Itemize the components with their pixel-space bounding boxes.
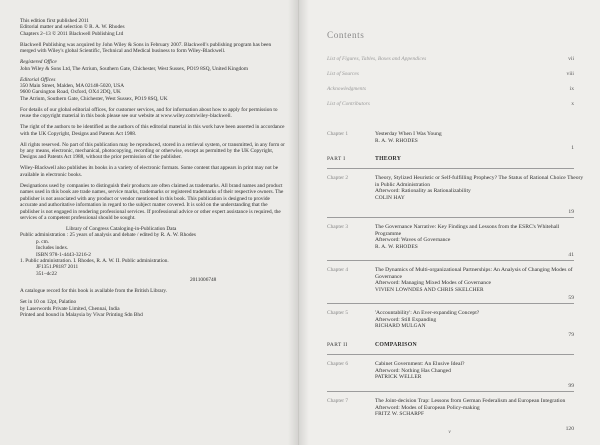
details-paragraph: For details of our global editorial offices, for customer services, and for information about how to apply for permission to reuse the copyright material in this book please see our website at www.wiley.com/wiley-blackwell. [20, 106, 278, 120]
edition-line: Editorial matter and selection © R. A. W. Rhodes [20, 24, 125, 31]
chapter-page: 120 [565, 426, 574, 432]
front-matter-label: List of Sources [327, 71, 359, 77]
chapter-author: VIVIEN LOWNDES AND CHRIS SKELCHER [375, 286, 484, 293]
chapter-entry[interactable] [327, 310, 586, 338]
chapter-afterword: Afterword: Modes of European Policy-making [375, 404, 480, 411]
part-label: PART II [327, 342, 348, 348]
editorial-office: 350 Main Street, Malden, MA 02148-5020, USA [20, 83, 125, 90]
editorial-office: The Atrium, Southern Gate, Chichester, West Sussex, PO19 8SQ, UK [20, 95, 168, 102]
registered-office: John Wiley & Sons Ltd, The Atrium, Southern Gate, Chichester, West Sussex, PO19 8SQ, United Kingdom [20, 65, 248, 72]
front-matter-page: ix [569, 86, 574, 92]
chapter-afterword: Afterword: Rationality as Rationalizability [375, 188, 471, 195]
part-rule [327, 354, 574, 355]
chapter-label: Chapter 3 [327, 224, 349, 230]
trademarks-paragraph: Designations used by companies to distinguish their products are often claimed as trademarks. All brand names and product names used in this book are trade names, service marks, trademarks or registered trademarks of their respective owners. The publisher is not associated with any product or vendor mentioned in this book. This publication is designed to provide accurate and authoritative information in regard to the subject matter covered. It is sold on the understanding that the publisher is not engaged in rendering professional services. If professional advice or other expert assistance is required, the services of a competent professional should be sought. [20, 182, 284, 221]
cip-line: 2011006748 [190, 277, 217, 284]
chapter-rule [327, 260, 574, 261]
chapter-author: RICHARD MULGAN [375, 323, 426, 330]
front-matter-label: List of Contributors [327, 101, 370, 107]
front-matter-page: vii [568, 56, 574, 62]
chapter-entry[interactable] [327, 267, 586, 301]
rights-paragraph: The right of the authors to be identified as the authors of this editorial material in this work have been asserted in accordance with the UK Copyright, Designs and Patents Act 1988. [20, 124, 285, 137]
chapter-page: 19 [568, 209, 574, 215]
chapter-rule [327, 303, 574, 304]
chapter-entry[interactable] [327, 131, 586, 151]
cip-line: ISBN 978-1-4443-3216-2 [36, 251, 91, 258]
cip-line: 351–dc22 [36, 270, 57, 277]
copyright-page [0, 0, 298, 445]
typeset-line: Set in 10 on 12pt, Palatino [20, 299, 77, 306]
chapter-entry[interactable] [327, 398, 586, 432]
chapter-page: 59 [568, 295, 574, 301]
chapter-text [375, 175, 586, 201]
history-paragraph: Blackwell Publishing was acquired by John Wiley & Sons in February 2007. Blackwell's publishing program has been merged with Wiley's global Scientific, Technical and Medical business to form Wiley-Blackwell. [20, 41, 272, 55]
typeset-line: Printed and bound in Malaysia by Vivar Printing Sdn Bhd [20, 311, 143, 318]
chapter-label: Chapter 5 [327, 310, 349, 316]
catalogue-line: A catalogue record for this book is available from the British Library. [20, 288, 168, 295]
front-matter-entry[interactable] [327, 101, 586, 131]
front-matter-label: Acknowledgments [327, 86, 366, 92]
chapter-title: Cabinet Government: An Elusive Ideal? [375, 361, 465, 367]
chapter-entry[interactable] [327, 175, 586, 215]
part-heading [327, 156, 586, 166]
chapter-afterword: Afterword: Still Expanding [375, 316, 437, 323]
cip-title: Library of Congress Cataloging-in-Publication Data [66, 225, 177, 232]
part-title: COMPARISON [375, 342, 417, 348]
chapter-rule [327, 217, 574, 218]
part-rule [327, 168, 574, 169]
chapter-label: Chapter 7 [327, 398, 349, 404]
gutter-shadow [288, 0, 298, 445]
contents-title: Contents [327, 30, 365, 40]
chapter-entry[interactable] [327, 224, 586, 258]
chapter-rule [327, 391, 574, 392]
edition-line: Chapters 2–13 © 2011 Blackwell Publishing Ltd [20, 30, 124, 37]
chapter-label: Chapter 4 [327, 267, 349, 273]
chapter-title: The Governance Narrative: Key Findings and Lessons from the ESRC's Whitehall Programme [375, 224, 560, 237]
contents-page [298, 0, 600, 445]
chapter-afterword: Afterword: Nothing Has Changed [375, 367, 451, 374]
typeset-line: by Laserwords Private Limited, Chennai, India [20, 305, 120, 312]
gutter-shadow [299, 0, 309, 445]
front-matter-page: viii [566, 71, 574, 77]
front-matter-entry[interactable] [327, 56, 586, 71]
chapter-title: The Dynamics of Multi-organizational Partnerships: An Analysis of Changing Modes of Governance [375, 267, 573, 280]
reserved-paragraph: All rights reserved. No part of this publication may be reproduced, stored in a retrieval system, or transmitted, in any form or by any means, electronic, mechanical, photocopying, recording or otherwise, except as permitted by the UK Copyright, Designs and Patents Act 1988, without the prior permission of the publisher. [20, 141, 285, 161]
cip-line: Includes index. [36, 245, 69, 252]
electronic-paragraph: Wiley-Blackwell also publishes its books in a variety of electronic formats. Some content that appears in print may not be available in electronic books. [20, 165, 279, 178]
front-matter-label: List of Figures, Tables, Boxes and Appendices [327, 56, 427, 62]
chapter-text [375, 310, 586, 330]
edition-line: This edition first published 2011 [20, 18, 89, 24]
front-matter-page: x [571, 101, 574, 107]
part-title: THEORY [375, 156, 402, 162]
cip-line: JF1351.P8187 2011 [36, 264, 79, 271]
part-heading [327, 342, 586, 352]
chapter-author: R. A. W. RHODES [375, 137, 418, 144]
chapter-text [375, 224, 586, 250]
chapter-title: The Joint-decision Trap: Lessons from German Federalism and European Integration [375, 398, 566, 404]
front-matter-entry[interactable] [327, 86, 586, 101]
chapter-afterword: Afterword: Waves of Governance [375, 237, 451, 244]
chapter-text [375, 361, 586, 381]
cip-line: Public administration : 25 years of analysis and debate / edited by R. A. W. Rhodes [20, 232, 196, 239]
chapter-text [375, 267, 586, 293]
chapter-text [375, 398, 586, 418]
chapter-title: Theory, Stylized Heuristic or Self-fulfilling Prophecy? The Status of Rational Choice Theory in Public Administration [375, 175, 584, 188]
chapter-text [375, 131, 586, 144]
chapter-entry[interactable] [327, 361, 586, 389]
chapter-page: 79 [568, 332, 574, 338]
editorial-office: 9600 Garsington Road, Oxford, OX4 2DQ, UK [20, 89, 121, 96]
chapter-page: 99 [568, 383, 574, 389]
cip-line: p. cm. [36, 238, 50, 245]
chapter-author: PATRICK WELLER [375, 374, 422, 381]
chapter-author: COLIN HAY [375, 194, 405, 201]
chapter-title: 'Accountability': An Ever-expanding Concept? [375, 310, 480, 316]
page-folio: v [448, 429, 451, 435]
copyright-text [20, 18, 288, 318]
editorial-offices-label: Editorial Offices [20, 76, 56, 83]
chapter-author: R. A. W. RHODES [375, 243, 418, 250]
chapter-title: Yesterday When I Was Young [375, 131, 442, 137]
chapter-page: 41 [568, 252, 574, 258]
cip-line: 1. Public administration. I. Rhodes, R. A. W. II. Public administration. [20, 257, 169, 264]
chapter-label: Chapter 6 [327, 361, 349, 367]
chapter-label: Chapter 2 [327, 175, 349, 181]
part-label: PART I [327, 156, 346, 162]
chapter-afterword: Afterword: Managing Mixed Modes of Governance [375, 280, 492, 287]
chapter-page: 1 [571, 145, 574, 151]
chapter-author: FRITZ W. SCHARPF [375, 411, 425, 418]
registered-office-label: Registered Office [20, 59, 57, 66]
chapter-label: Chapter 1 [327, 131, 349, 137]
front-matter-entry[interactable] [327, 71, 586, 86]
